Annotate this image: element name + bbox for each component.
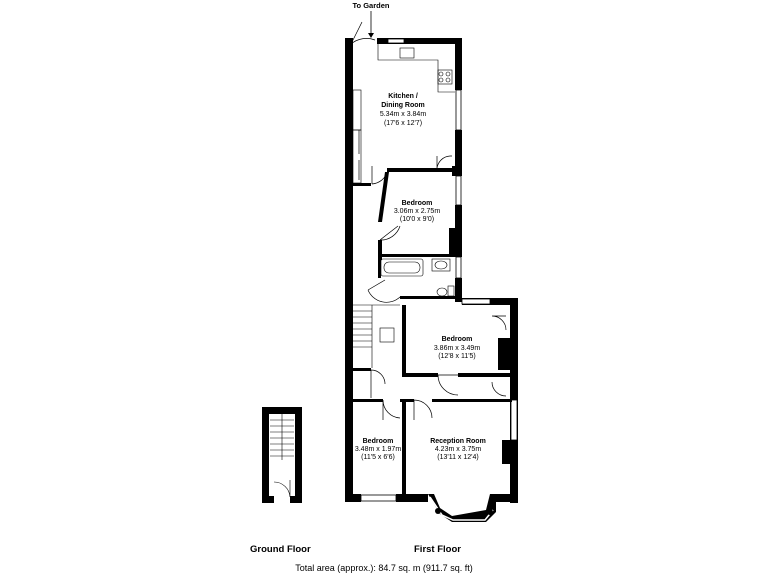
bedroom-1-imperial: (10'0 x 9'0) bbox=[399, 216, 435, 223]
kitchen-imperial: (17'6 x 12'7) bbox=[383, 120, 423, 127]
bedroom-3-imperial: (11'5 x 6'6) bbox=[361, 454, 395, 461]
bedroom-2-metric: 3.86m x 3.49m bbox=[433, 345, 481, 352]
first-floor-label: First Floor bbox=[414, 544, 461, 555]
bedroom-1-metric: 3.06m x 2.75m bbox=[393, 208, 441, 215]
bedroom-2-imperial: (12'8 x 11'5) bbox=[438, 353, 476, 360]
bedroom-1-name: Bedroom bbox=[401, 200, 433, 207]
bedroom-2-name: Bedroom bbox=[441, 336, 473, 343]
reception-imperial: (13'11 x 12'4) bbox=[437, 454, 479, 461]
ground-floor-plan bbox=[262, 407, 302, 503]
kitchen-name-2: Dining Room bbox=[381, 102, 425, 109]
garden-label: To Garden bbox=[352, 1, 390, 10]
reception-metric: 4.23m x 3.75m bbox=[434, 446, 482, 453]
first-floor-plan bbox=[345, 22, 518, 522]
ground-floor-label: Ground Floor bbox=[250, 544, 311, 555]
reception-name: Reception Room bbox=[430, 438, 486, 445]
total-area: Total area (approx.): 84.7 sq. m (911.7 sq. ft) bbox=[295, 563, 473, 573]
kitchen-metric: 5.34m x 3.84m bbox=[379, 111, 427, 118]
bedroom-3-name: Bedroom bbox=[362, 438, 394, 445]
kitchen-name-1: Kitchen / bbox=[388, 93, 418, 100]
bedroom-3-metric: 3.48m x 1.97m bbox=[354, 446, 402, 453]
